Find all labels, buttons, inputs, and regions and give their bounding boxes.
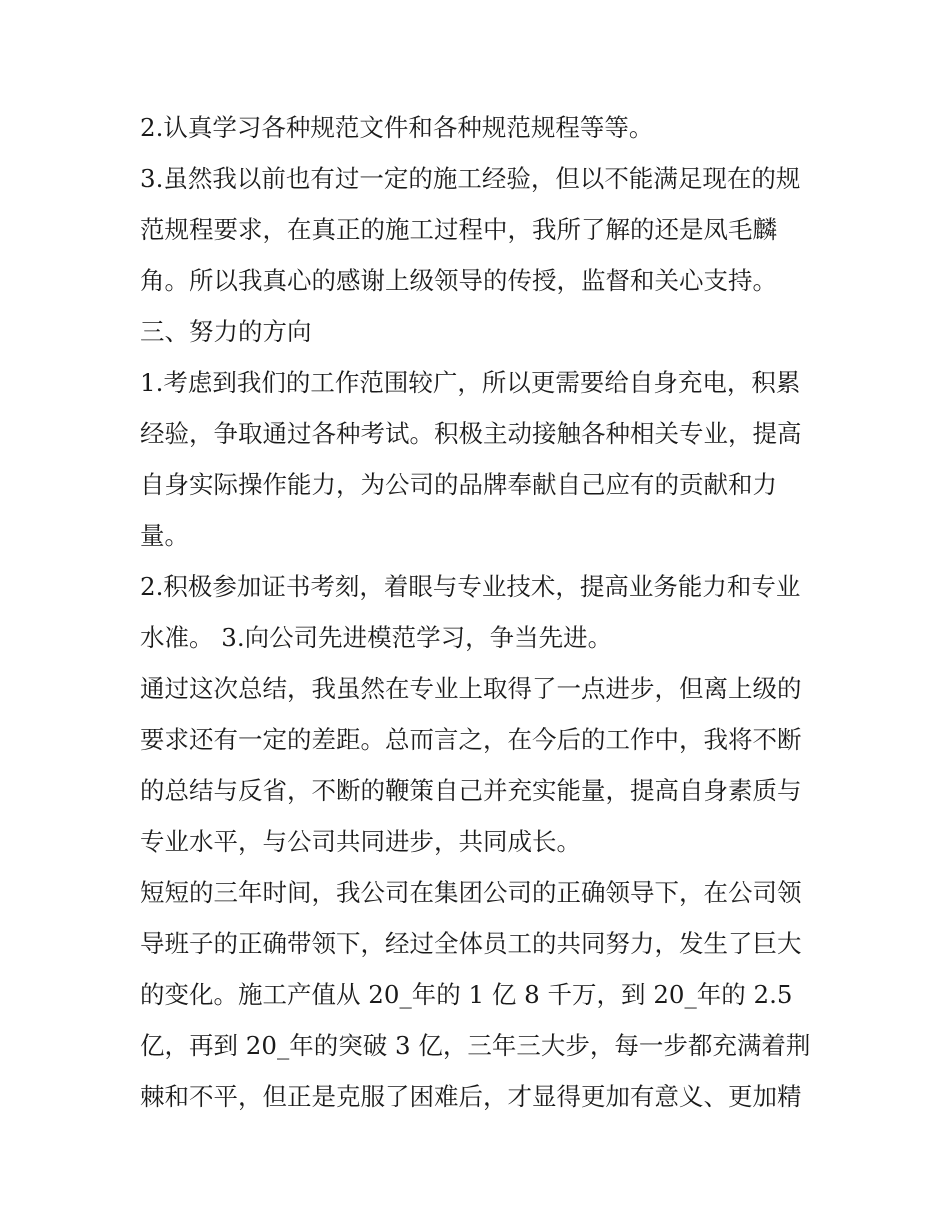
text-line: 导班子的正确带领下，经过全体员工的共同努力，发生了巨大	[140, 929, 802, 958]
text-line: 范规程要求，在真正的施工过程中，我所了解的还是凤毛麟	[140, 215, 777, 244]
text-line: 角。所以我真心的感谢上级领导的传授，监督和关心支持。	[140, 266, 777, 295]
text-line: 经验，争取通过各种考试。积极主动接触各种相关专业，提高	[140, 419, 802, 448]
text-line: 2.认真学习各种规范文件和各种规范规程等等。	[140, 113, 654, 142]
text-line: 亿，再到 20_年的突破 3 亿，三年三大步，每一步都充满着荆	[140, 1031, 811, 1060]
text-line: 3.虽然我以前也有过一定的施工经验，但以不能满足现在的规	[140, 164, 801, 193]
text-line: 1.考虑到我们的工作范围较广，所以更需要给自身充电，积累	[140, 368, 801, 397]
text-line: 要求还有一定的差距。总而言之，在今后的工作中，我将不断	[140, 725, 802, 754]
text-line: 通过这次总结，我虽然在专业上取得了一点进步，但离上级的	[140, 674, 802, 703]
text-line: 水准。 3.向公司先进模范学习，争当先进。	[140, 623, 613, 652]
text-line: 的变化。施工产值从 20_年的 1 亿 8 千万，到 20_年的 2.5	[140, 980, 793, 1009]
text-line: 量。	[140, 521, 189, 550]
text-line: 自身实际操作能力，为公司的品牌奉献自己应有的贡献和力	[140, 470, 777, 499]
text-line: 短短的三年时间，我公司在集团公司的正确领导下，在公司领	[140, 878, 802, 907]
text-line: 2.积极参加证书考刻，着眼与专业技术，提高业务能力和专业	[140, 572, 801, 601]
text-line: 的总结与反省，不断的鞭策自己并充实能量，提高自身素质与	[140, 776, 802, 805]
text-line: 棘和不平，但正是克服了困难后，才显得更加有意义、更加精	[140, 1082, 802, 1111]
text-line: 专业水平，与公司共同进步，共同成长。	[140, 827, 581, 856]
section-heading: 三、努力的方向	[140, 317, 312, 346]
